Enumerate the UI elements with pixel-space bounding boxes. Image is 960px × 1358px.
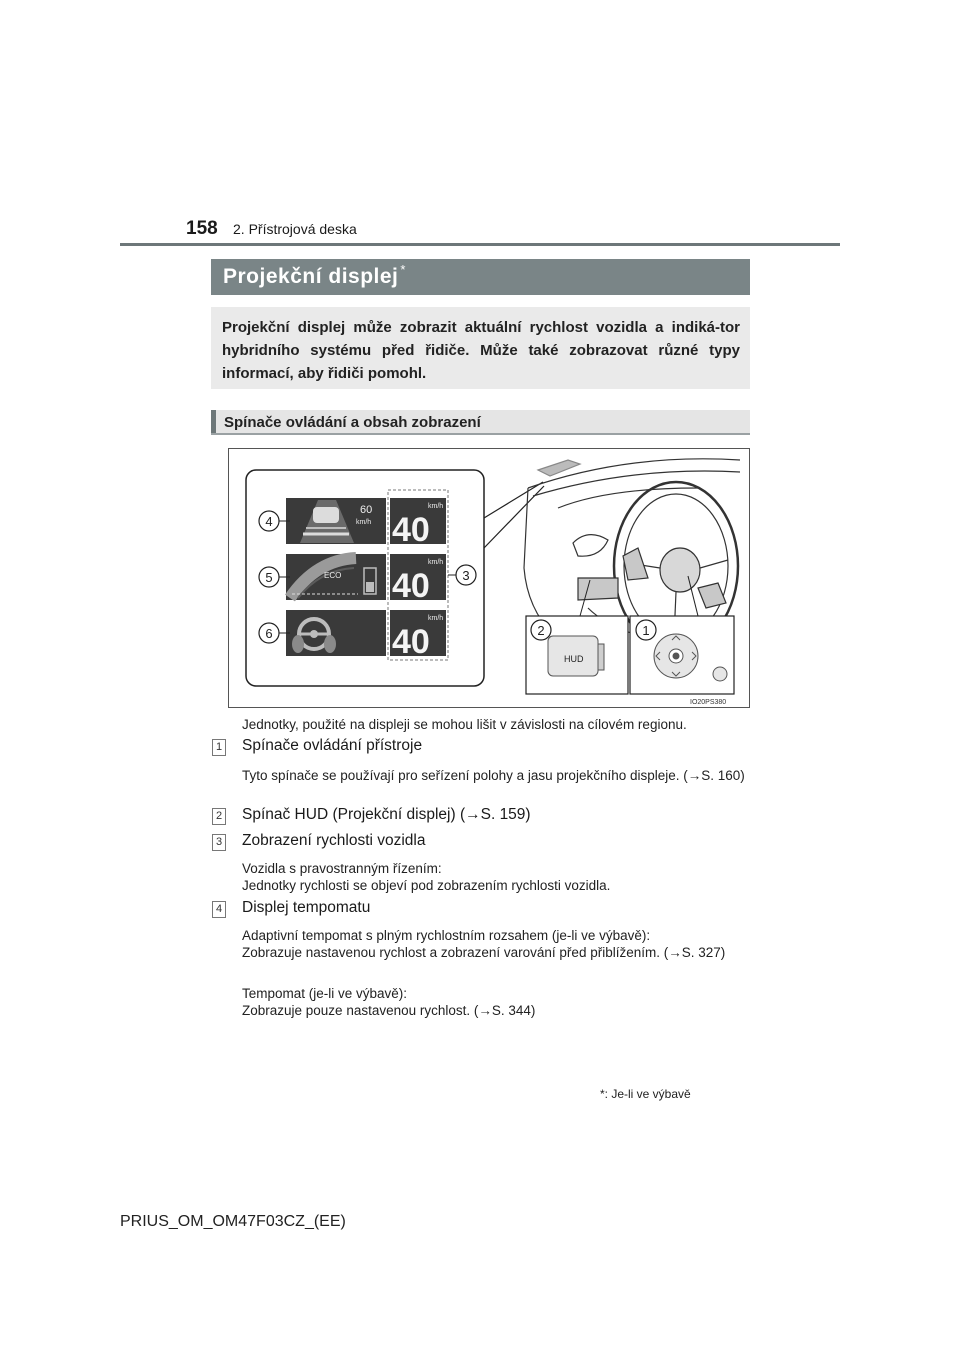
hud-label: HUD <box>564 654 584 664</box>
svg-text:5: 5 <box>265 570 273 585</box>
speed-unit-label: km/h <box>428 559 444 566</box>
speed-unit-label: km/h <box>428 615 444 622</box>
eco-label: ECO <box>324 571 342 580</box>
section-accent <box>211 410 216 433</box>
svg-text:6: 6 <box>265 626 273 641</box>
speed-value-text: 40 <box>392 623 430 661</box>
svg-text:4: 4 <box>265 514 273 529</box>
item-body-3a: Vozidla s pravostranným řízením: <box>242 861 442 876</box>
intro-box <box>211 307 750 389</box>
item-body-4a: Adaptivní tempomat s plným rychlostním rozsahem (je-li ve výbavě): <box>242 928 651 943</box>
section-title: Spínače ovládání a obsah zobrazení <box>224 414 481 431</box>
speed-value-text: 40 <box>392 567 430 605</box>
section-heading <box>211 410 750 435</box>
item-body-1: Tyto spínače se používají pro seřízení polohy a jasu projekčního displeje. (→S. 160) <box>242 768 745 783</box>
intro-text: Projekční displej může zobrazit aktuální rychlost vozidla a indiká-tor hybridního systému před řidiče. Může také zobrazovat různé typy informací, aby řidiči pomohl. <box>222 319 740 382</box>
page-title-text: Projekční displej <box>223 265 399 288</box>
item-number-4: 4 <box>212 901 226 918</box>
item-title-3: Zobrazení rychlosti vozidla <box>242 832 426 849</box>
header-divider <box>120 243 840 246</box>
callout-2 <box>531 620 551 640</box>
page-number: 158 <box>186 218 218 239</box>
svg-text:2: 2 <box>537 623 545 638</box>
item-number-3: 3 <box>212 834 226 851</box>
display-panel-cruise <box>286 498 446 549</box>
hud-switch-illustration <box>548 636 604 676</box>
item-title-1: Spínače ovládání přístroje <box>242 737 423 754</box>
set-speed-value: 60 <box>360 504 373 516</box>
item-number-2: 2 <box>212 808 226 825</box>
svg-text:3: 3 <box>462 568 470 583</box>
speed-value-text: 40 <box>392 511 430 549</box>
image-code: IO20PS380 <box>690 699 727 706</box>
item-title-2 <box>242 806 531 824</box>
hud-illustration <box>228 448 750 708</box>
item-title-4: Displej tempomatu <box>242 899 371 916</box>
page-title-bar <box>211 259 750 295</box>
item-body-3b: Jednotky rychlosti se objeví pod zobrazením rychlosti vozidla. <box>242 878 611 893</box>
item-title-2-text: Spínač HUD (Projekční displej) <box>242 806 456 823</box>
page-ref-link[interactable]: (→S. 159) <box>459 806 531 823</box>
display-panel-hybrid <box>286 554 446 605</box>
document-code: PRIUS_OM_OM47F03CZ_(EE) <box>120 1213 346 1230</box>
item-body-4d: Zobrazuje pouze nastavenou rychlost. (→S. 344) <box>242 1003 536 1018</box>
footnote: *: Je-li ve výbavě <box>600 1087 691 1101</box>
page-title <box>223 262 406 289</box>
item-body-4c: Tempomat (je-li ve výbavě): <box>242 986 408 1001</box>
figure-caption: Jednotky, použité na displeji se mohou lišit v závislosti na cílovém regionu. <box>242 717 687 732</box>
callout-1 <box>636 620 656 640</box>
asterisk-marker: * <box>400 262 406 277</box>
chapter-title: 2. Přístrojová deska <box>233 221 357 237</box>
item-number-1: 1 <box>212 739 226 756</box>
display-panel-warning <box>286 610 446 661</box>
svg-text:1: 1 <box>642 623 650 638</box>
set-speed-unit: km/h <box>356 519 372 526</box>
speed-unit-label: km/h <box>428 503 444 510</box>
item-body-4b: Zobrazuje nastavenou rychlost a zobrazení varování před přiblížením. (→S. 327) <box>242 945 726 960</box>
